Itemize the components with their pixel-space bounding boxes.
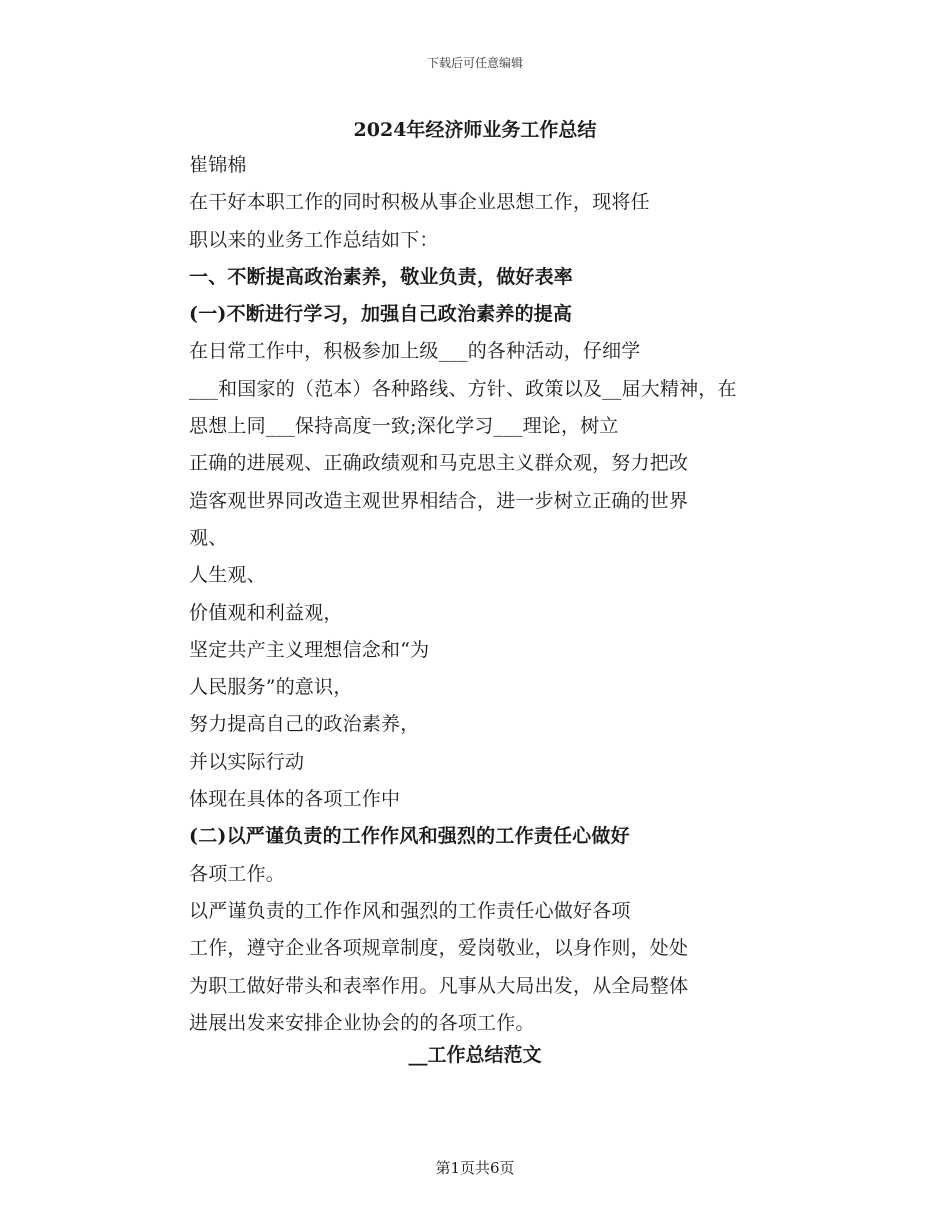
paragraph-line: 人生观、	[189, 564, 266, 587]
section-heading: (一)不断进行学习，加强自己政治素养的提高	[189, 303, 573, 326]
paragraph-line: 崔锦棉	[189, 154, 247, 176]
paragraph-line: 价值观和利益观，	[189, 601, 343, 624]
paragraph-line: 在干好本职工作的同时积极从事企业思想工作，现将任	[189, 191, 650, 214]
document-title: 2024年经济师业务工作总结	[353, 119, 597, 141]
section-heading: 一、不断提高政治素养，敬业负责，做好表率	[189, 265, 574, 288]
section-heading: (二)以严谨负责的工作作风和强烈的工作责任心做好	[189, 825, 630, 848]
page-number: 第1页共6页	[435, 1159, 515, 1177]
paragraph-line: 造客观世界同改造主观世界相结合，进一步树立正确的世界	[189, 489, 689, 512]
header-note: 下载后可任意编辑	[426, 56, 523, 70]
paragraph-line: 工作，遵守企业各项规章制度，爱岗敬业，以身作则，处处	[189, 937, 689, 960]
paragraph-line: 观、	[189, 526, 228, 549]
paragraph-line: ___和国家的（范本）各种路线、方针、政策以及__届大精神，在	[189, 377, 737, 400]
paragraph-line: 体现在具体的各项工作中	[189, 788, 401, 811]
paragraph-line: 努力提高自己的政治素养，	[189, 713, 420, 736]
paragraph-line: 进展出发来安排企业协会的的各项工作。	[189, 1011, 535, 1034]
paragraph-line: 为职工做好带头和表率作用。凡事从大局出发，从全局整体	[189, 974, 689, 997]
paragraph-line: 思想上同___保持高度一致;深化学习___理论，树立	[189, 415, 619, 438]
paragraph-line: 各项工作。	[189, 862, 286, 885]
paragraph-line: 坚定共产主义理想信念和“为	[189, 638, 430, 661]
paragraph-line: 以严谨负责的工作作风和强烈的工作责任心做好各项	[189, 899, 631, 922]
paragraph-line: 并以实际行动	[189, 750, 305, 773]
paragraph-line: 正确的进展观、正确政绩观和马克思主义群众观，努力把改	[189, 452, 689, 475]
document-body	[189, 147, 829, 1042]
footer-heading: __工作总结范文	[408, 1044, 542, 1066]
paragraph-line: 职以来的业务工作总结如下：	[189, 228, 439, 251]
paragraph-line: 在日常工作中，积极参加上级___的各种活动，仔细学	[189, 340, 641, 363]
paragraph-line: 人民服务”的意识，	[189, 676, 353, 699]
